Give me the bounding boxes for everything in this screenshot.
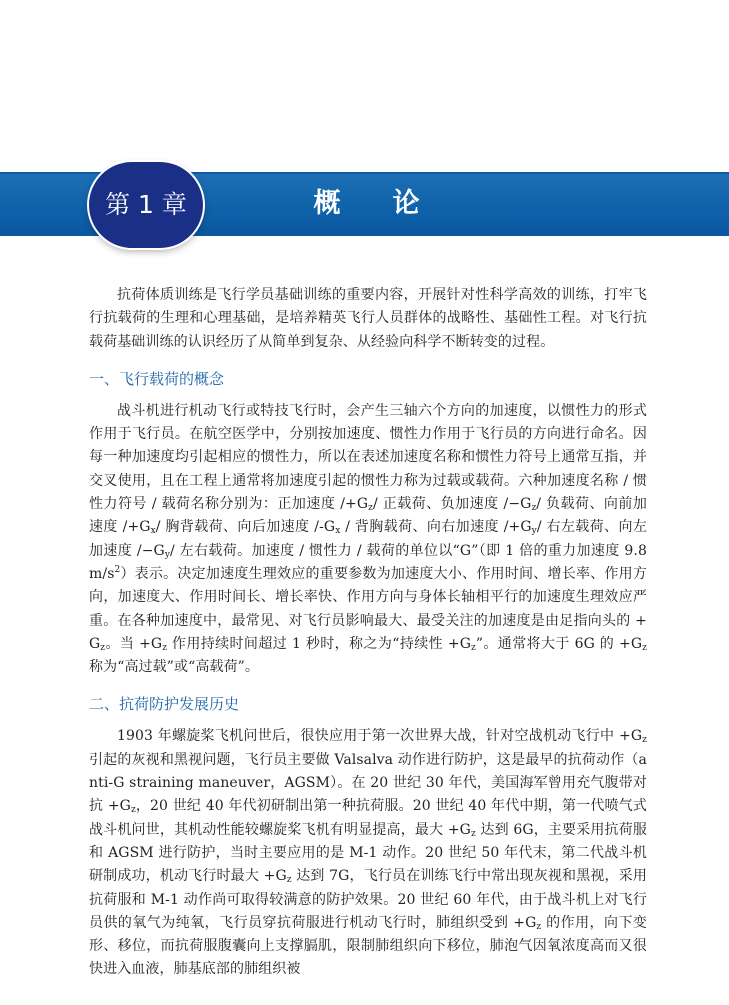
subscript: z (536, 921, 542, 932)
text-run: 引起的灰视和黑视问题，飞行员主要做 Valsalva 动作进行防护，这是最早的抗荷动作（anti-G straining maneuver，AGSM）。在 20 世纪 30 年代，美国海军曾用充气腹带对抗 +G (89, 751, 647, 815)
text-run: 达到 6G，主要采用抗荷服和 AGSM 进行防护，当时主要应用的是 M-1 动作。20 世纪 50 年代末，第二代战斗机研制成功，机动飞行时最大 +G (89, 821, 647, 885)
text-run: 称为“高过载”或“高载荷”。 (89, 659, 260, 676)
text-run: 的作用，向下变形、移位，而抗荷服腹囊向上支撑膈肌，限制肺组织向下移位，肺泡气因氧浓度高而又很快进入血液，肺基底部的肺组织被 (89, 914, 648, 978)
section1-paragraph (89, 400, 647, 680)
text-run: / 背胸载荷、向右加速度 /+G (340, 519, 532, 536)
text-run: / 右左载荷、向左加速度 /−G (89, 519, 647, 559)
section-heading-1: 一、飞行载荷的概念 (89, 369, 225, 388)
subscript: z (642, 735, 647, 746)
page-body (89, 284, 647, 982)
text-run: / 正载荷、负加速度 /−G (373, 496, 532, 513)
text-run: 1903 年螺旋桨飞机问世后，很快应用于第一次世界大战，针对空战机动飞行中 +G (117, 728, 643, 745)
text-run: 达到 7G，飞行员在训练飞行中常出现灰视和黑视，采用抗荷服和 M-1 动作尚可取得较满意的防护效果。20 世纪 60 年代，由于战斗机上对飞行员供的氧气为纯氧，飞行员穿抗荷服进行机动飞行时，肺组织受到 +G (89, 868, 647, 931)
section2-paragraph (89, 725, 647, 981)
subscript: z (100, 642, 106, 653)
subscript: y (531, 526, 537, 537)
text-run: 作用持续时间超过 1 秒时，称之为“持续性 +G (167, 635, 471, 652)
text-run: ”。通常将大于 6G 的 +G (475, 635, 643, 652)
text-run: ）表示。决定加速度生理效应的重要参数为加速度大小、作用时间、增长率、作用方向，加速度大、作用时间长、增长率快、作用方向与身体长轴相平行的加速度生理效应严重。在各种加速度中，最常见、对飞行员影响最大、最受关注的加速度是由足指向头的 +G (89, 565, 647, 652)
text-run: 战斗机进行机动飞行或特技飞行时，会产生三轴六个方向的加速度，以惯性力的形式作用于飞行员。在航空医学中，分别按加速度、惯性力作用于飞行员的方向进行命名。因每一种加速度均引起相应的惯性力，所以在表述加速度名称和惯性力符号上通常互指，并交叉使用，且在工程上通常将加速度引起的惯性力称为过载或载荷。六种加速度名称 / 惯性力符号 / 载荷名称分别为：正加速度 /+G (89, 402, 647, 513)
subscript: z (470, 828, 476, 839)
subscript: z (531, 503, 537, 514)
text-run: / 负载荷、向前加速度 /+G (89, 496, 647, 536)
intro-paragraph: 抗荷体质训练是飞行学员基础训练的重要内容，开展针对性科学高效的训练，打牢飞行抗载荷的生理和心理基础，是培养精英飞行人员群体的战略性、基础性工程。对飞行抗载荷基础训练的认识经历了从简单到复杂、从经验向科学不断转变的过程。 (89, 287, 647, 350)
text-run: 。当 +G (105, 635, 163, 652)
section-heading-2: 二、抗荷防护发展历史 (89, 695, 240, 714)
subscript: z (162, 642, 168, 653)
text-run: ，20 世纪 40 年代初研制出第一种抗荷服。20 世纪 40 年代中期，第一代喷气式战斗机问世，其机动性能较螺旋桨飞机有明显提高，最大 +G (89, 798, 647, 838)
superscript: 2 (114, 564, 121, 575)
subscript: x (335, 526, 341, 537)
subscript: z (642, 642, 648, 653)
chapter-title: 概论 (313, 188, 472, 219)
text-run: / 胸背载荷、向后加速度 /-G (155, 519, 336, 536)
chapter-badge: 第 1 章 (89, 162, 203, 248)
subscript: z (286, 875, 292, 886)
subscript: x (150, 526, 156, 537)
text-run: / 左右载荷。加速度 / 惯性力 / 载荷的单位以“G”（即 1 倍的重力加速度 9.8m/s (89, 542, 647, 582)
subscript: z (368, 503, 374, 514)
subscript: y (164, 549, 171, 560)
subscript: z (470, 642, 476, 653)
subscript: z (130, 805, 136, 816)
